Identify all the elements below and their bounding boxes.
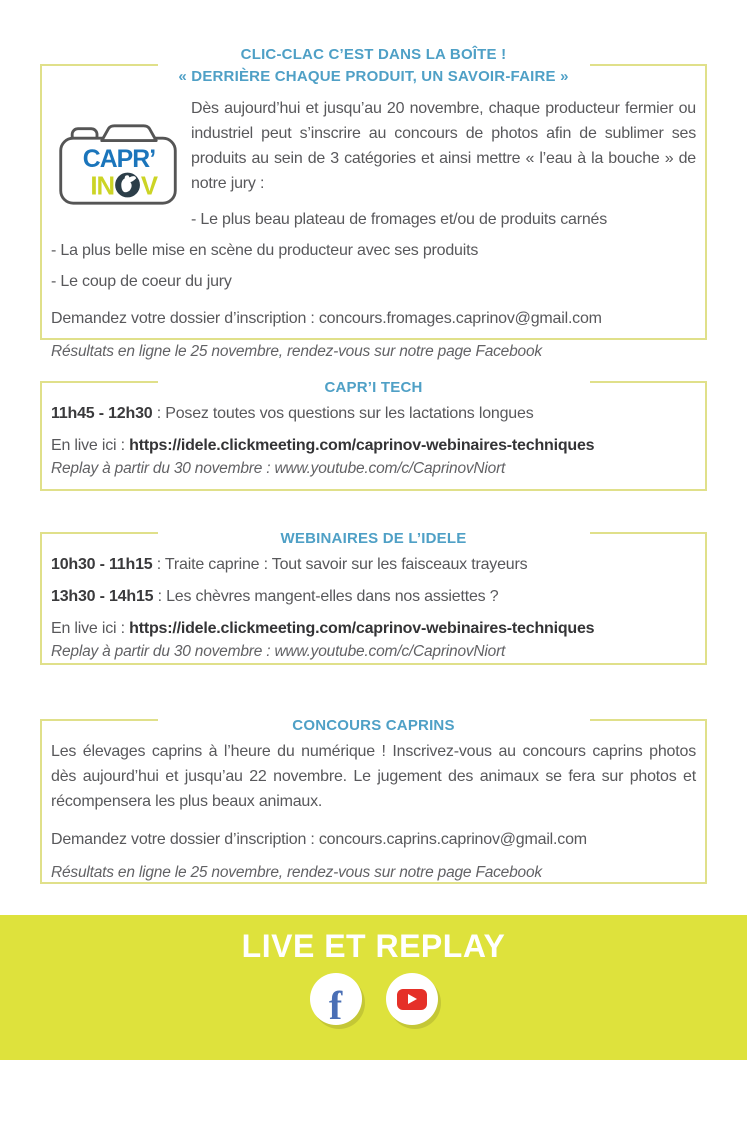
concours-caprins-intro: Les élevages caprins à l’heure du numérique ! Inscrivez-vous au concours caprins photos dès aujourd’hui et jusqu’au 22 novembre. Le jugement des animaux se fera sur photos et récompensera les plus beaux animaux. [51,743,696,810]
section-webinaires-idele [40,532,707,665]
session-item [51,404,696,424]
category-item: - Le plus beau plateau de fromages et/ou de produits carnés [191,211,608,228]
session-desc: : Les chèvres mangent-elles dans nos assiettes ? [153,588,499,605]
concours-caprins-results-line: Résultats en ligne le 25 novembre, rendez-vous sur notre page Facebook [51,864,542,881]
section-photo-contest-heading [158,44,590,88]
photo-contest-results-line: Résultats en ligne le 25 novembre, rendez-vous sur notre page Facebook [51,343,542,360]
concours-caprins-content [42,739,705,883]
session-time: 10h30 - 11h15 [51,556,153,573]
photo-contest-categories [51,210,696,292]
live-link-line [51,436,696,456]
social-icons-row [0,973,747,1025]
play-triangle-icon [408,994,417,1004]
photo-contest-content [42,96,705,362]
concours-caprins-title: CONCOURS CAPRINS [158,715,590,737]
photo-contest-intro: Dès aujourd’hui et jusqu’au 20 novembre, chaque producteur fermier ou industriel peut s’inscrire au concours de photos afin de sublimer ses produits au sein de 3 catégories et ainsi mettre « l’eau à la bouche » de notre jury : [191,100,696,192]
capri-tech-title: CAPR’I TECH [158,377,590,399]
caprinov-camera-logo [57,122,179,211]
section-photo-contest [40,46,707,360]
logo-text-v: V [140,172,158,201]
live-link-line [51,619,696,639]
photo-contest-title-line2: « DERRIÈRE CHAQUE PRODUIT, UN SAVOIR-FAIRE » [178,68,569,85]
live-label: En live ici : [51,437,130,454]
session-time: 11h45 - 12h30 [51,405,153,422]
live-label: En live ici : [51,620,130,637]
footer-title: LIVE ET REPLAY [241,928,506,964]
logo-text-in: IN [90,172,115,201]
session-time: 13h30 - 14h15 [51,588,154,605]
live-url: https://idele.clickmeeting.com/caprinov-webinaires-techniques [129,620,595,637]
section-concours-caprins [40,719,707,884]
youtube-icon [397,989,427,1010]
replay-line: Replay à partir du 30 novembre : www.youtube.com/c/CaprinovNiort [51,643,506,660]
concours-caprins-inscription-line: Demandez votre dossier d’inscription : concours.caprins.caprinov@gmail.com [51,831,587,848]
facebook-icon: f [328,983,343,1025]
category-item: - La plus belle mise en scène du producteur avec ses produits [51,242,479,259]
session-desc: : Posez toutes vos questions sur les lactations longues [152,405,534,422]
webinaires-content [42,555,705,662]
replay-line: Replay à partir du 30 novembre : www.youtube.com/c/CaprinovNiort [51,460,506,477]
live-url: https://idele.clickmeeting.com/caprinov-webinaires-techniques [129,437,595,454]
photo-contest-inscription-line: Demandez votre dossier d’inscription : concours.fromages.caprinov@gmail.com [51,310,602,327]
logo-text-capr: CAPR’ [82,145,156,173]
session-item [51,587,696,607]
photo-contest-title-line1: CLIC-CLAC C’EST DANS LA BOÎTE ! [240,46,507,63]
webinaires-title: WEBINAIRES DE L’IDELE [158,528,590,550]
category-item: - Le coup de coeur du jury [51,273,232,290]
section-capri-tech [40,381,707,491]
camera-icon [57,122,179,206]
facebook-button[interactable] [310,973,362,1025]
session-item [51,555,696,575]
session-desc: : Traite caprine : Tout savoir sur les faisceaux trayeurs [152,556,528,573]
flyer-page [0,46,747,1060]
live-replay-footer [0,915,747,1060]
capri-tech-content [42,404,705,479]
youtube-button[interactable] [386,973,438,1025]
